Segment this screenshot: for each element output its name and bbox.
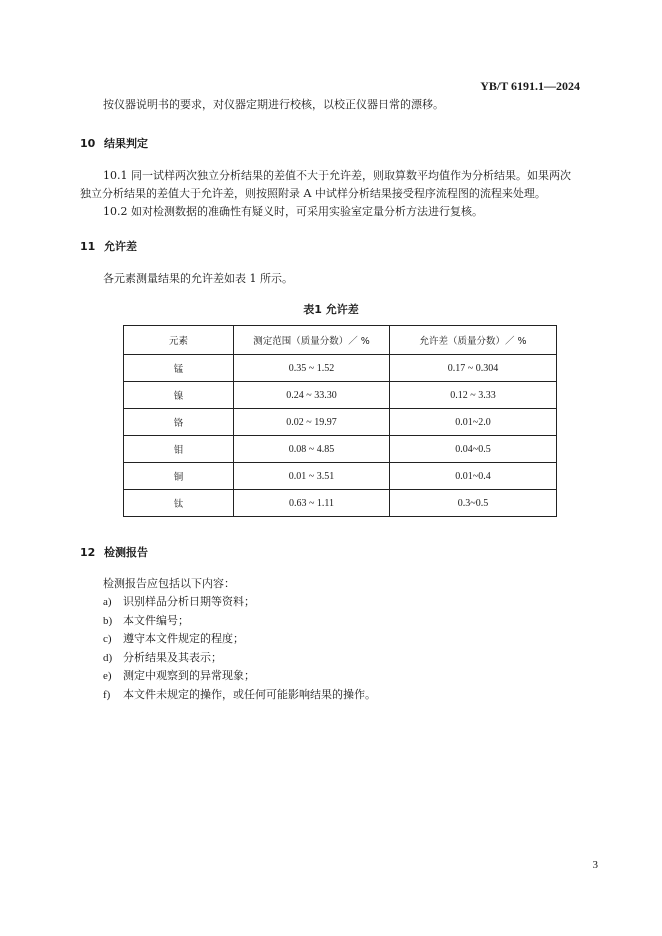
table-row [124,436,557,463]
cell-tolerance: 0.3~0.5 [390,490,557,517]
cell-range: 0.35 ~ 1.52 [234,355,390,382]
list-marker: a) [103,596,112,608]
report-contents-list [103,593,376,704]
section-number: 10 [80,137,96,150]
list-item [103,593,376,612]
cell-range: 0.08 ~ 4.85 [234,436,390,463]
list-marker: d) [103,651,113,664]
clause-10-1-line-2: 独立分析结果的差值大于允许差，则按照附录 A 中试样分析结果接受程序流程图的流程来处理。 [80,187,546,200]
table-row [124,382,557,409]
header-range: 测定范围（质量分数）／ % [234,326,390,355]
table-caption: 表1 允许差 [303,303,359,316]
section-title: 允许差 [104,240,137,253]
list-marker: b) [103,614,113,627]
section-11-heading [80,238,137,254]
page-number: 3 [592,859,598,871]
cell-range: 0.02 ~ 19.97 [234,409,390,436]
section-number: 12 [80,546,96,559]
cell-range: 0.63 ~ 1.11 [234,490,390,517]
section-12-heading [80,544,148,560]
cell-element: 铬 [124,409,234,436]
table-header-row [124,326,557,355]
list-item [103,667,376,686]
list-item-text: 本文件未规定的操作，或任何可能影响结果的操作。 [123,687,376,701]
header-element: 元素 [124,326,234,355]
list-item [103,630,376,649]
list-marker: f) [103,688,111,701]
cell-element: 锰 [124,355,234,382]
table-row [124,409,557,436]
document-code: YB/T 6191.1—2024 [480,79,580,93]
cell-range: 0.01 ~ 3.51 [234,463,390,490]
cell-element: 钼 [124,436,234,463]
list-marker: e) [103,670,112,682]
cell-element: 铜 [124,463,234,490]
list-item [103,649,376,668]
table-row [124,355,557,382]
clause-10-2: 10.2 如对检测数据的准确性有疑义时，可采用实验室定量分析方法进行复核。 [103,205,483,218]
cell-element: 镍 [124,382,234,409]
list-marker: c) [103,633,112,645]
list-item [103,612,376,631]
list-item-text: 遵守本文件规定的程度； [123,632,244,645]
clause-10-1-line-1: 10.1 同一试样两次独立分析结果的差值不大于允许差，则取算数平均值作为分析结果。如果两次 [103,169,571,182]
section-title: 结果判定 [104,137,148,150]
section-10-heading [80,135,148,151]
section-title: 检测报告 [104,546,148,559]
list-item-text: 识别样品分析日期等资料； [123,595,255,608]
cell-tolerance: 0.12 ~ 3.33 [390,382,557,409]
cell-element: 钛 [124,490,234,517]
cell-tolerance: 0.04~0.5 [390,436,557,463]
list-item-text: 分析结果及其表示； [123,650,222,664]
header-tolerance: 允许差（质量分数）／ % [390,326,557,355]
list-item-text: 测定中观察到的异常现象； [123,669,255,682]
list-item-text: 本文件编号； [123,613,189,627]
cell-tolerance: 0.01~2.0 [390,409,557,436]
cell-tolerance: 0.17 ~ 0.304 [390,355,557,382]
list-item [103,686,376,705]
tolerance-table [123,325,557,517]
table-row [124,490,557,517]
section-11-text: 各元素测量结果的允许差如表 1 所示。 [103,272,293,285]
cell-range: 0.24 ~ 33.30 [234,382,390,409]
section-12-intro: 检测报告应包括以下内容： [103,577,235,590]
cell-tolerance: 0.01~0.4 [390,463,557,490]
table-row [124,463,557,490]
intro-paragraph: 按仪器说明书的要求，对仪器定期进行校核，以校正仪器日常的漂移。 [103,98,444,111]
section-number: 11 [80,240,96,253]
